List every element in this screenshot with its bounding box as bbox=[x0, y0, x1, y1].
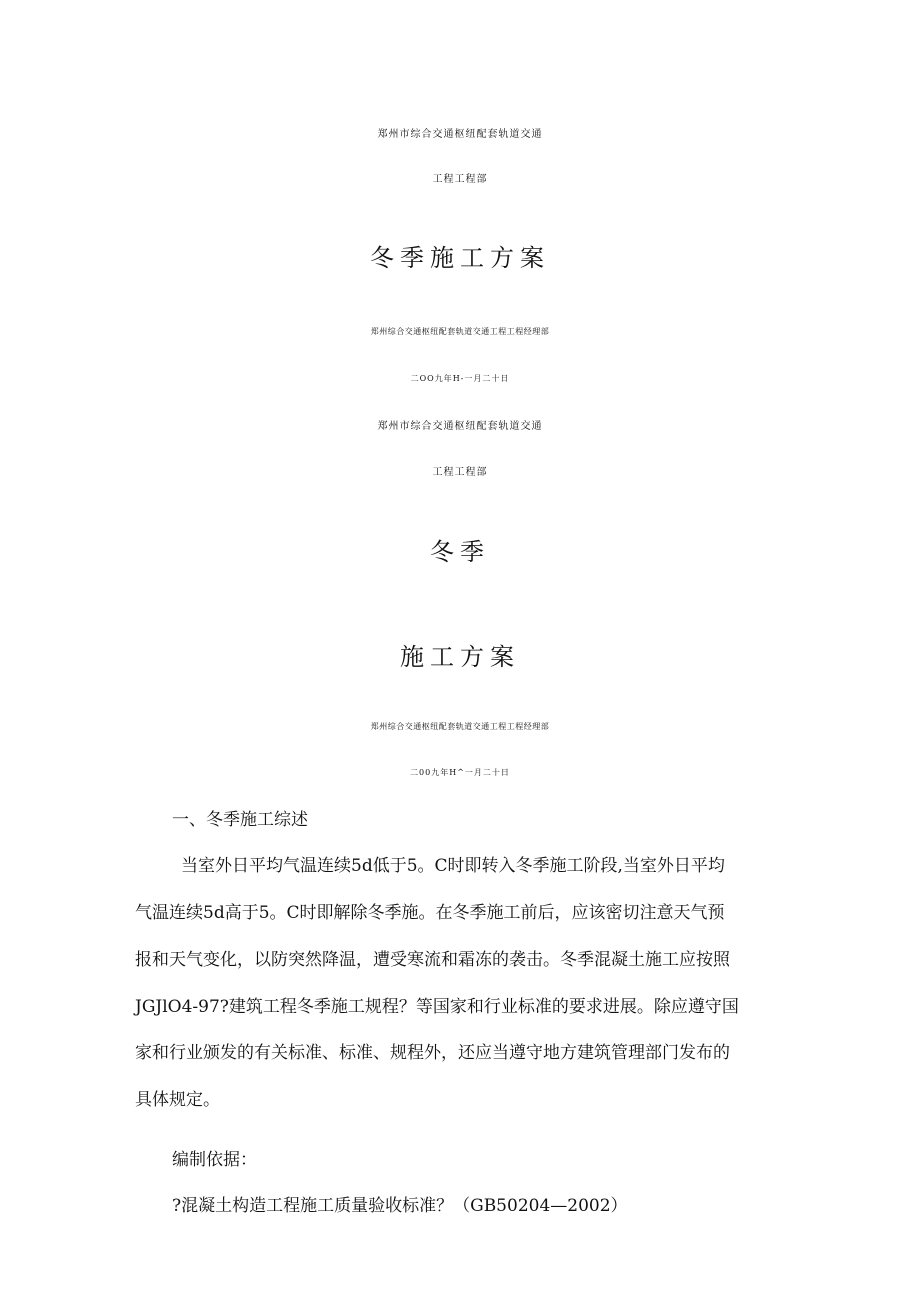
paragraph-line: 当室外日平均气温连续5d低于5。C时即转入冬季施工阶段,当室外日平均 bbox=[181, 856, 725, 876]
paragraph-line: 家和行业颁发的有关标准、标准、规程外，还应当遵守地方建筑管理部门发布的 bbox=[135, 1043, 730, 1063]
basis-item: ?混凝土构造工程施工质量验收标准？（GB50204—2002） bbox=[172, 1196, 628, 1216]
paragraph-line: 报和天气变化，以防突然降温，遭受寒流和霜冻的袭击。冬季混凝土施工应按照 bbox=[135, 950, 730, 970]
doc-title: 冬季施工方案 bbox=[370, 244, 550, 272]
cover2-title-line2: 工程工程部 bbox=[432, 467, 488, 478]
doc-date: 二OO九年H-一月二十日 bbox=[410, 374, 510, 383]
basis-label: 编制依据： bbox=[172, 1150, 257, 1170]
org-name: 郑州综合交通枢纽配套轨道交通工程工程经理部 bbox=[370, 327, 550, 336]
cover-title-line1: 郑州市综合交通枢纽配套轨道交通 bbox=[377, 129, 543, 140]
cover-title-line2: 工程工程部 bbox=[432, 174, 488, 185]
doc-title-part1: 冬季 bbox=[430, 538, 490, 566]
doc-title-part2: 施工方案 bbox=[400, 643, 520, 671]
paragraph-line: 气温连续5d高于5。C时即解除冬季施。在冬季施工前后，应该密切注意天气预 bbox=[135, 903, 725, 923]
paragraph-line: 具体规定。 bbox=[135, 1090, 220, 1110]
org-name-2: 郑州综合交通枢纽配套轨道交通工程工程经理部 bbox=[370, 722, 550, 731]
doc-date-2: 二00九年H^一月二十日 bbox=[410, 768, 510, 777]
section-heading: 一、冬季施工综述 bbox=[172, 810, 308, 830]
paragraph-line: JGJlO4-97?建筑工程冬季施工规程？等国家和行业标准的要求进展。除应遵守国 bbox=[135, 997, 739, 1017]
cover2-title-line1: 郑州市综合交通枢纽配套轨道交通 bbox=[377, 421, 543, 432]
